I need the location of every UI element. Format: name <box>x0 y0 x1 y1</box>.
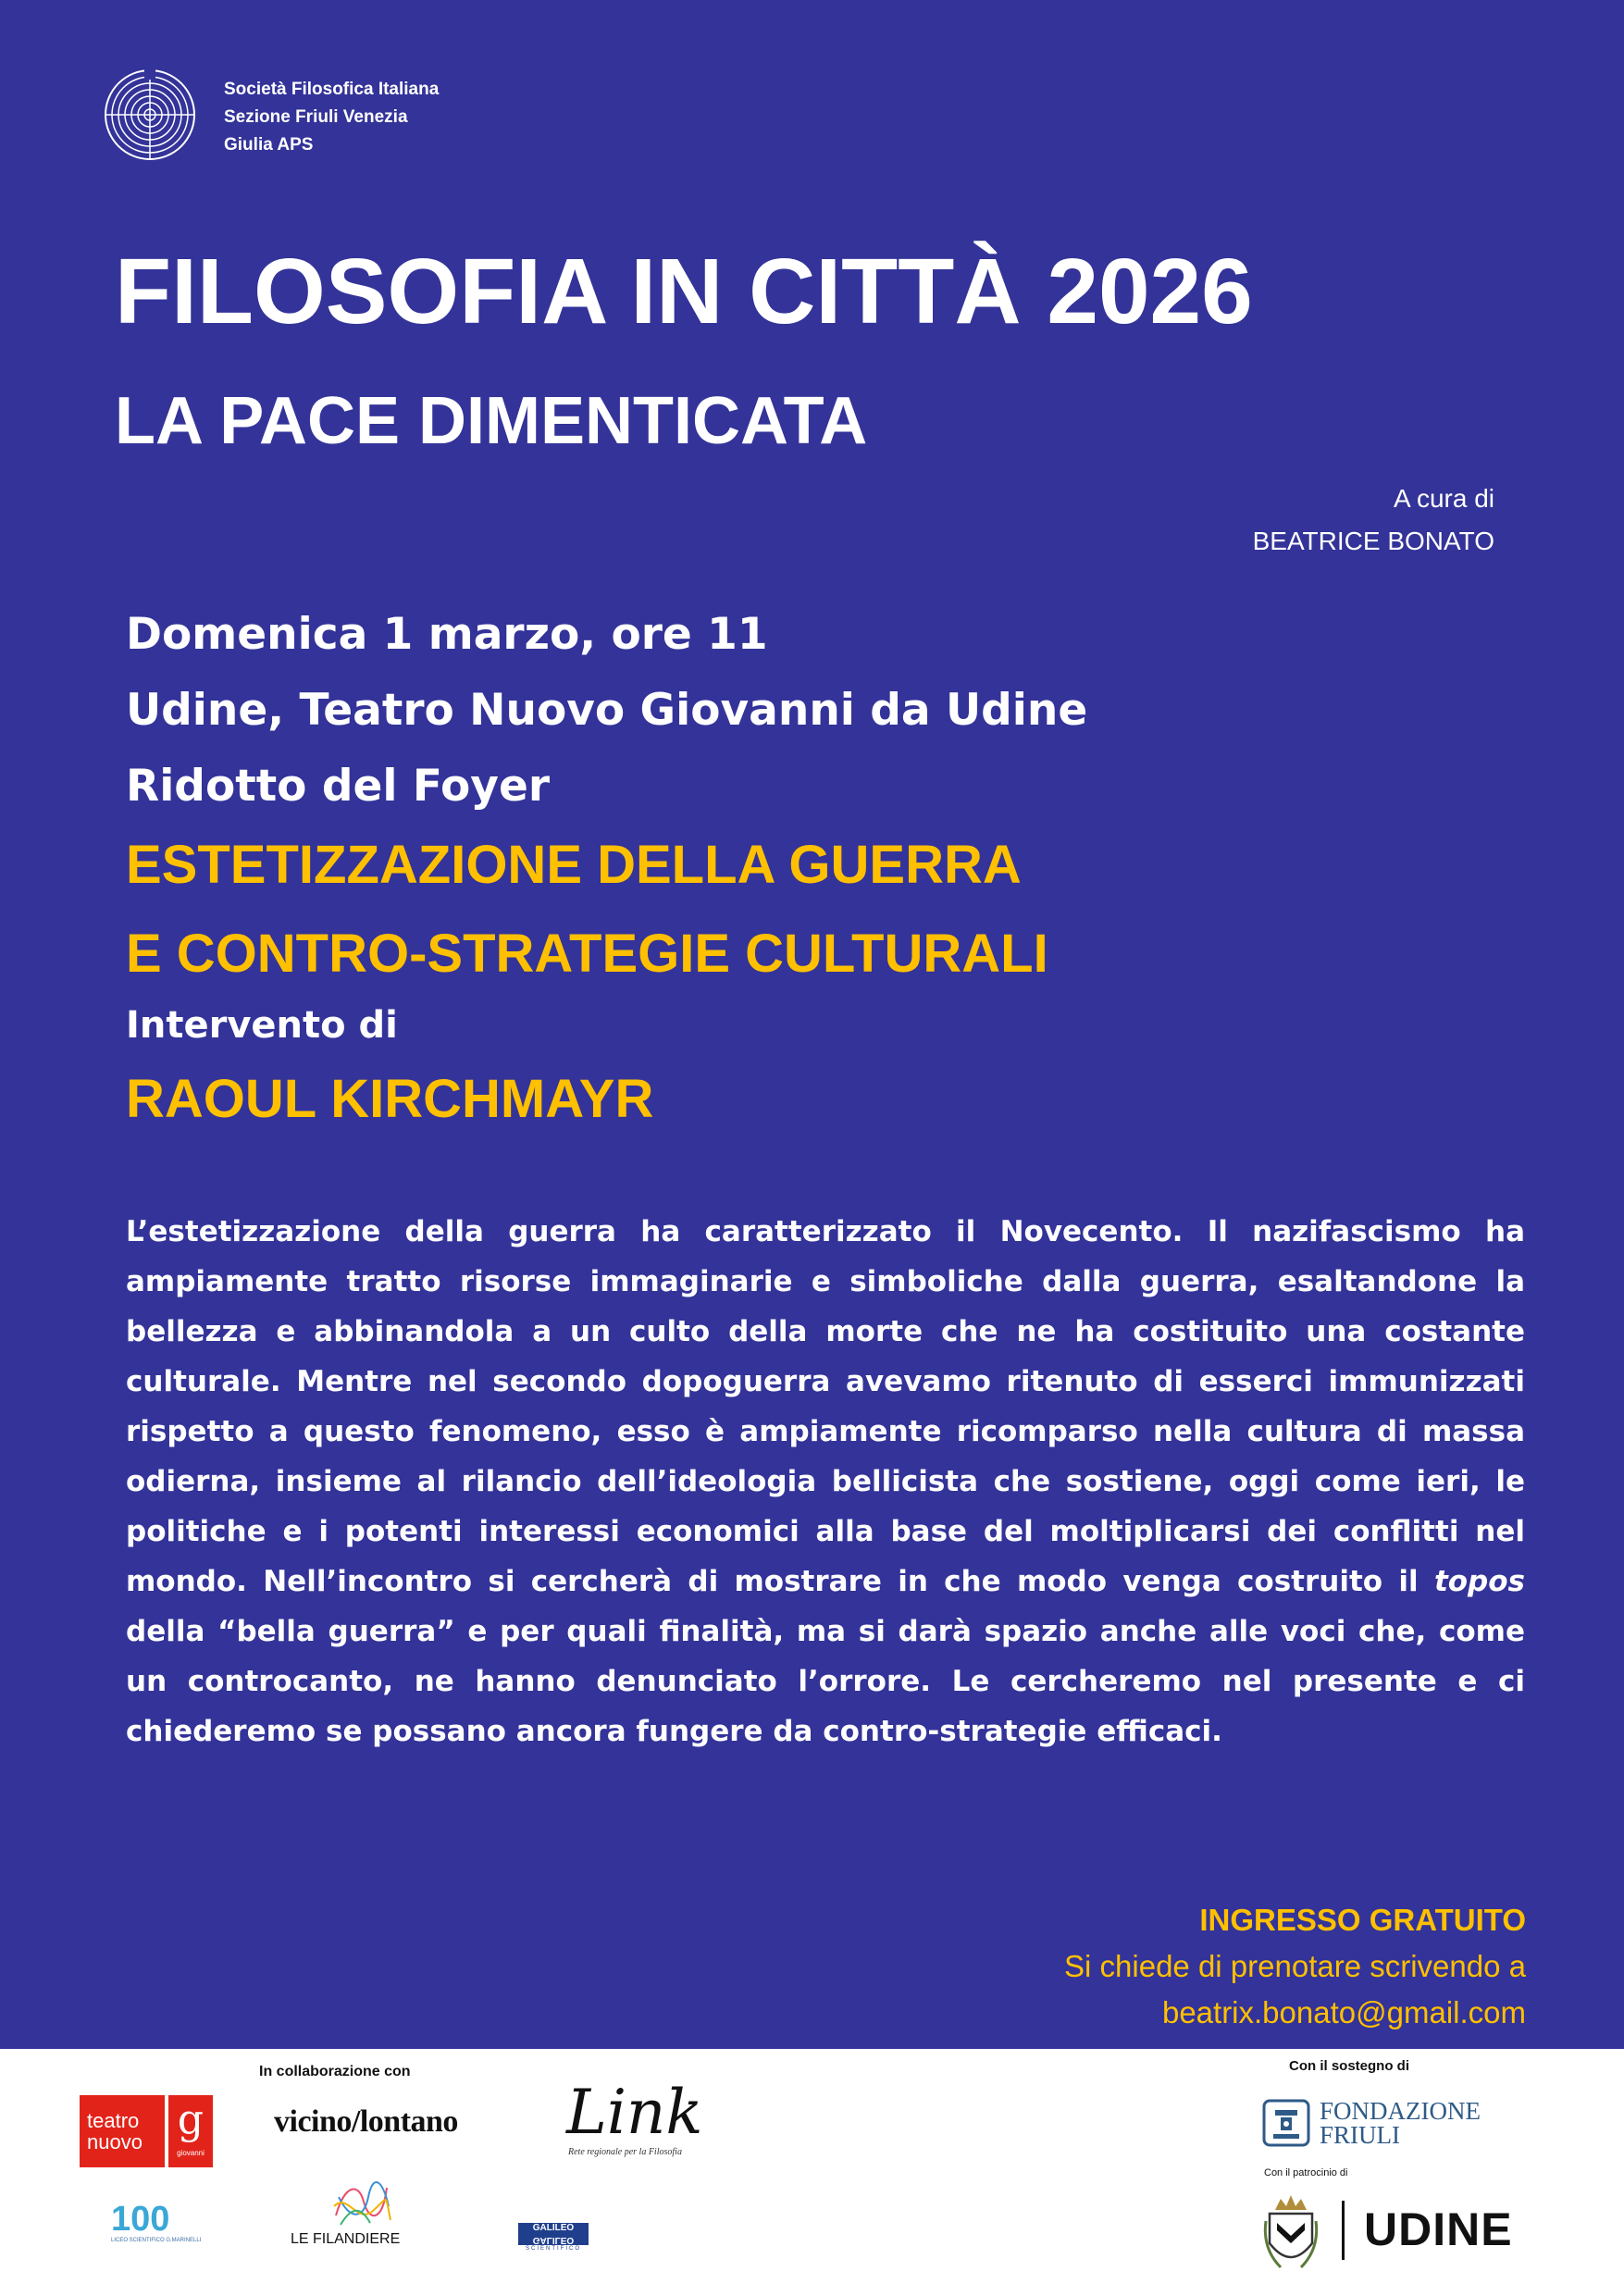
abstract-italic: topos <box>1433 1565 1525 1598</box>
talk-title-line: ESTETIZZAZIONE DELLA GUERRA <box>126 835 1022 895</box>
teatro-nuovo-sub: giovanni <box>177 2149 205 2157</box>
teatro-nuovo-box <box>80 2095 165 2167</box>
support-label: Con il sostegno di <box>1289 2058 1409 2074</box>
patronage-label: Con il patrocinio di <box>1264 2167 1348 2178</box>
centenary-sub: LICEO SCIENTIFICO G.MARINELLI <box>111 2238 202 2243</box>
organization-line: Società Filosofica Italiana <box>224 80 440 99</box>
curator-label: A cura di <box>1394 484 1494 513</box>
fondazione-name <box>1320 2099 1481 2147</box>
link-logo <box>566 2077 724 2157</box>
abstract-text <box>126 1207 1525 1756</box>
fondazione-emblem-icon <box>1262 2099 1310 2147</box>
filandiere-thread-icon <box>331 2178 392 2230</box>
event-date-time: Domenica 1 marzo, ore 11 <box>126 609 768 660</box>
event-venue: Udine, Teatro Nuovo Giovanni da Udine <box>126 685 1088 736</box>
link-word <box>566 2077 703 2148</box>
curator-name: BEATRICE BONATO <box>1252 527 1494 555</box>
teatro-nuovo-logo <box>80 2095 213 2167</box>
udine-logo <box>1262 2186 1512 2278</box>
talk-title <box>126 821 1048 999</box>
galileo-logo <box>518 2223 589 2253</box>
speaker-intro: Intervento di <box>126 1004 398 1047</box>
page-subtitle: LA PACE DIMENTICATA <box>115 384 868 458</box>
centenary-number: 100 <box>111 2200 170 2239</box>
teatro-nuovo-line: nuovo <box>87 2130 143 2153</box>
teatro-nuovo-line: teatro <box>87 2109 140 2132</box>
page-title: FILOSOFIA IN CITTÀ 2026 <box>115 240 1253 343</box>
event-details <box>126 597 1087 825</box>
event-room: Ridotto del Foyer <box>126 761 550 812</box>
galileo-line: GALILEO <box>518 2223 589 2234</box>
galileo-sub: SCIENTIFICO <box>525 2246 581 2252</box>
link-subtitle: Rete regionale per la Filosofia <box>568 2147 682 2157</box>
teatro-nuovo-mark <box>168 2095 213 2167</box>
organization-line: Sezione Friuli Venezia <box>224 107 408 127</box>
udine-divider <box>1342 2201 1345 2260</box>
curator-block <box>1253 478 1494 563</box>
talk-title-line: E CONTRO-STRATEGIE CULTURALI <box>126 924 1048 984</box>
booking-info <box>1064 1897 1526 2036</box>
booking-email[interactable]: beatrix.bonato@gmail.com <box>1161 1995 1526 2029</box>
g-letter: g <box>177 2096 205 2143</box>
organization-line: Giulia APS <box>224 135 314 155</box>
free-entry: INGRESSO GRATUITO <box>1199 1903 1526 1937</box>
fondazione-friuli-logo <box>1262 2095 1494 2151</box>
galileo-line-mirrored: GALILEO <box>518 2234 589 2245</box>
organization-name <box>224 76 439 159</box>
filandiere-logo <box>291 2178 402 2253</box>
abstract-part: L’estetizzazione della guerra ha caratterizzato il Novecento. Il nazifascismo ha ampiamente tratto risorse immaginarie e simboliche dalla guerra, esaltandone la bellezza e abbinandola a un culto della morte che ne ha costituito una costante culturale. Mentre nel secondo dopoguerra avevamo ritenuto di esserci immunizzati rispetto a questo fenomeno, esso è ampiamente ricomparso nella cultura di massa odierna, insieme al rilancio dell’ideologia bellicista che sostiene, oggi come ieri, le politiche e i potenti interessi economici alla base del moltiplicarsi dei conflitti nel mondo. Nell’incontro si cercherà di mostrare in che modo venga costruito il <box>126 1215 1525 1598</box>
filandiere-name: LE FILANDIERE <box>291 2231 401 2247</box>
fondazione-line: FONDAZIONE <box>1320 2097 1481 2125</box>
booking-note: Si chiede di prenotare scrivendo a <box>1064 1949 1526 1983</box>
centenary-logo <box>111 2201 200 2251</box>
abstract-part: della “bella guerra” e per quali finalità, ma si darà spazio anche alle voci che, come un controcanto, ne hanno denunciato l’orrore. Le cercheremo nel presente e ci chiederemo se possano ancora fungere da contro-strategie efficaci. <box>126 1615 1525 1748</box>
speaker-name: RAOUL KIRCHMAYR <box>126 1069 654 1129</box>
vicino-lontano-logo: vicino/lontano <box>274 2104 458 2139</box>
link-text: Link <box>566 2077 703 2148</box>
fondazione-line: FRIULI <box>1320 2121 1400 2149</box>
sponsor-footer <box>0 2049 1624 2296</box>
udine-name: UDINE <box>1364 2203 1513 2255</box>
labyrinth-logo-icon <box>104 68 196 161</box>
udine-coat-of-arms-icon <box>1262 2193 1320 2275</box>
collaboration-label: In collaborazione con <box>259 2064 411 2079</box>
